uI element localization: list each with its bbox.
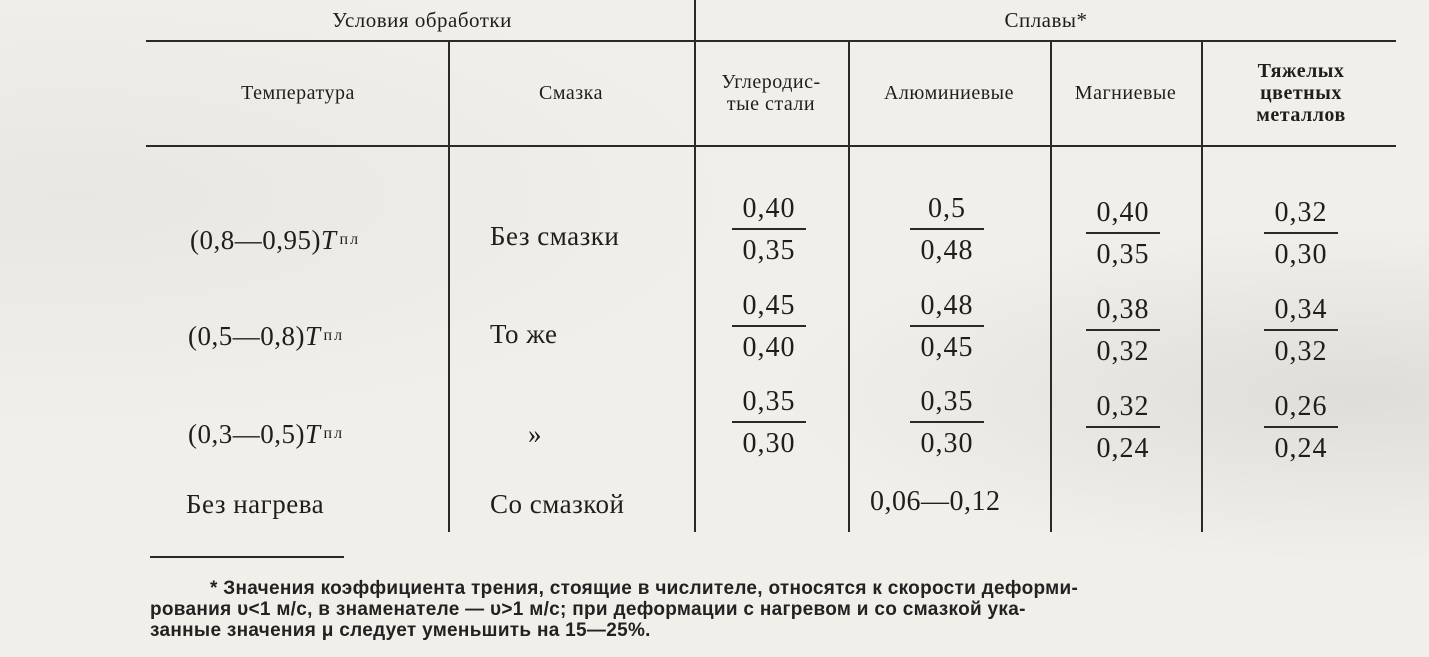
column-header-carbon-steel-line1: Углеродис-: [721, 71, 821, 93]
fraction-numerator: 0,32: [1274, 197, 1328, 228]
table-row-2-heavy: [1264, 295, 1338, 367]
table-row-4-lubricant: Со смазкой: [490, 488, 625, 519]
table-row-1-aluminum: [910, 194, 984, 266]
fraction-numerator: 0,35: [920, 386, 974, 417]
column-header-heavy-line2: цветных: [1260, 82, 1342, 104]
table-row-2-carbon-steel: [732, 291, 806, 363]
table-row-4-aluminum: 0,06—0,12: [870, 486, 1001, 517]
fraction-numerator: 0,40: [1096, 197, 1150, 228]
footnote-line-2: рования υ<1 м/с, в знаменателе — υ>1 м/с; при деформации с нагревом и со смазкой ука-: [150, 599, 1026, 620]
table-row-1-temperature: [190, 218, 360, 262]
fraction-denominator: 0,24: [1096, 433, 1150, 464]
temp-symbol: T: [320, 224, 337, 255]
column-header-temperature: Температура: [241, 82, 355, 104]
table-row-3-carbon-steel: [732, 387, 806, 459]
table-row-2-aluminum: [910, 291, 984, 363]
fraction-numerator: 0,26: [1274, 391, 1328, 422]
fraction-numerator: 0,48: [920, 290, 974, 321]
table-row-2-lubricant: То же: [490, 318, 558, 349]
temp-symbol: T: [304, 418, 321, 449]
fraction-numerator: 0,45: [742, 290, 796, 321]
table-row-3-heavy: [1264, 392, 1338, 464]
table-row-3-magnesium: [1086, 392, 1160, 464]
table-row-2-temperature: [188, 314, 344, 358]
column-header-carbon-steel-line2: тые стали: [726, 93, 816, 115]
fraction-denominator: 0,35: [1096, 239, 1150, 270]
temp-subscript: пл: [323, 425, 345, 442]
group-header-conditions: Условия обработки: [332, 7, 512, 32]
temp-prefix: (0,3—0,5): [188, 418, 305, 449]
fraction-numerator: 0,38: [1096, 294, 1150, 325]
fraction-numerator: 0,40: [742, 193, 796, 224]
fraction-denominator: 0,48: [920, 235, 974, 266]
table-row-2-magnesium: [1086, 295, 1160, 367]
temp-prefix: (0,5—0,8): [188, 320, 305, 351]
fraction-numerator: 0,32: [1096, 391, 1150, 422]
column-header-heavy-line3: металлов: [1256, 104, 1346, 126]
table-row-3-temperature: [188, 412, 344, 456]
fraction-denominator: 0,45: [920, 332, 974, 363]
fraction-denominator: 0,24: [1274, 433, 1328, 464]
fraction-denominator: 0,30: [742, 428, 796, 459]
temp-symbol: T: [304, 320, 321, 351]
table-row-4-temperature: Без нагрева: [186, 488, 325, 519]
temp-subscript: пл: [339, 231, 361, 248]
footnote: [150, 578, 1410, 641]
column-header-heavy-nonferrous: [1203, 42, 1399, 144]
fraction-denominator: 0,32: [1096, 336, 1150, 367]
column-header-carbon-steel: [696, 42, 846, 144]
table-row-1-carbon-steel: [732, 194, 806, 266]
fraction-denominator: 0,30: [920, 428, 974, 459]
table-row-1-heavy: [1264, 198, 1338, 270]
fraction-numerator: 0,5: [928, 193, 966, 224]
column-header-heavy-line1: Тяжелых: [1257, 60, 1345, 82]
temp-subscript: пл: [323, 327, 345, 344]
fraction-denominator: 0,32: [1274, 336, 1328, 367]
table-row-1-lubricant: Без смазки: [490, 220, 620, 251]
fraction-numerator: 0,35: [742, 386, 796, 417]
table-row-3-lubricant: »: [528, 418, 542, 449]
temp-prefix: (0,8—0,95): [190, 224, 321, 255]
header-bottom-rule: [146, 145, 1396, 147]
column-header-aluminum: Алюминиевые: [883, 82, 1014, 104]
table-row-1-magnesium: [1086, 198, 1160, 270]
group-header-alloys: Сплавы*: [1004, 7, 1088, 32]
fraction-denominator: 0,30: [1274, 239, 1328, 270]
column-header-lubricant: Смазка: [539, 82, 603, 104]
footnote-line-3: занные значения μ следует уменьшить на 15—25%.: [150, 620, 651, 641]
fraction-numerator: 0,34: [1274, 294, 1328, 325]
footnote-line-1: * Значения коэффициента трения, стоящие в числителе, относятся к скорости деформи-: [210, 578, 1079, 599]
fraction-denominator: 0,40: [742, 332, 796, 363]
footnote-rule: [150, 556, 344, 558]
column-header-magnesium: Магниевые: [1074, 82, 1177, 104]
table-row-3-aluminum: [910, 387, 984, 459]
fraction-denominator: 0,35: [742, 235, 796, 266]
